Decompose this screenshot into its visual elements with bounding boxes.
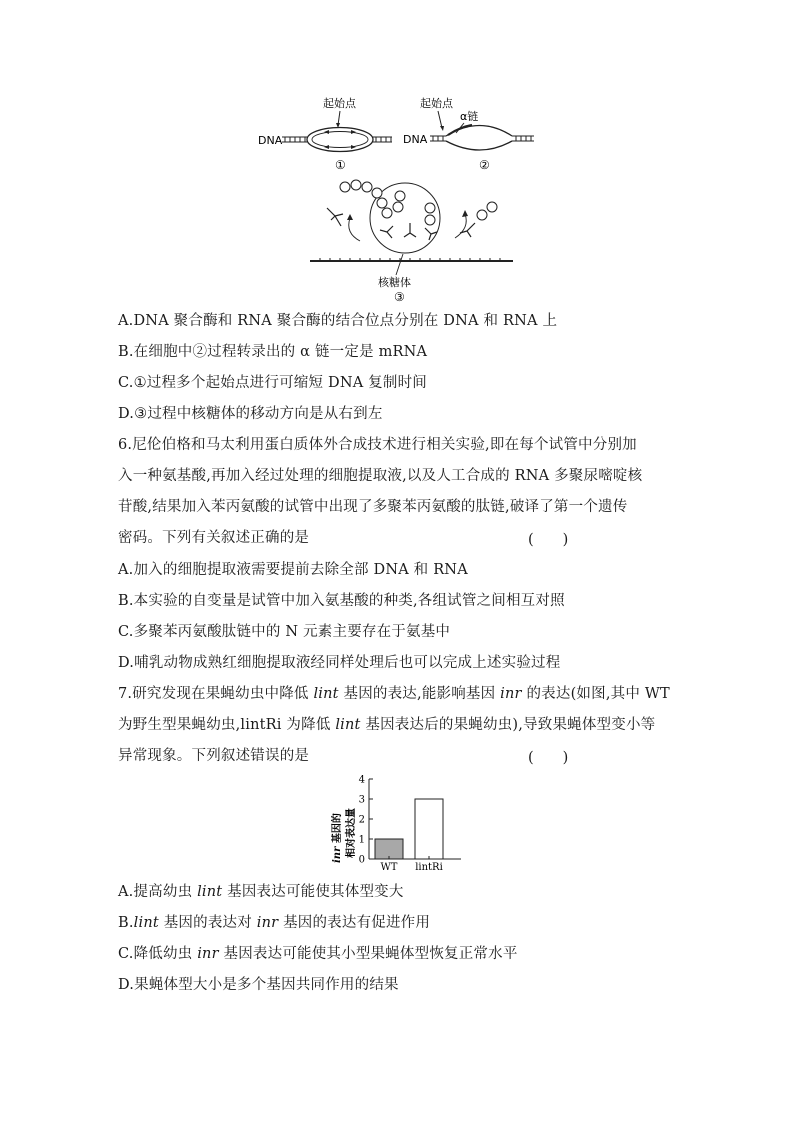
q6-stem-line-3: 苷酸,结果加入苯丙氨酸的试管中出现了多聚苯丙氨酸的肽链,破译了第一个遗传 [118,499,628,515]
q5-option-d: D.③过程中核糖体的移动方向是从右到左 [118,406,383,422]
y-tick-label: 0 [358,854,365,866]
replication-diagram [250,95,400,175]
bar-lintri [415,799,443,859]
origin-label: 起始点 [420,97,453,110]
q7-option-d: D.果蝇体型大小是多个基因共同作用的结果 [118,977,399,993]
q6-option-b: B.本实验的自变量是试管中加入氨基酸的种类,各组试管之间相互对照 [118,593,565,609]
inr-expression-chart [325,773,475,873]
q6-option-d: D.哺乳动物成熟红细胞提取液经同样处理后也可以完成上述实验过程 [118,655,561,671]
q7-stem-line-1: 7.研究发现在果蝇幼虫中降低 lint 基因的表达,能影响基因 inr 的表达(如图,其中 WT [118,686,670,702]
y-axis-label: inr 基因的 [332,813,343,863]
q7-option-a: A.提高幼虫 lint 基因表达可能使其体型变大 [118,884,404,900]
figure-number-2: ② [479,158,490,172]
figure-number-1: ① [335,158,346,172]
q7-option-b: B.lint 基因的表达对 inr 基因的表达有促进作用 [118,915,431,931]
q7-answer-blank: ( ) [528,750,569,766]
y-tick-label: 4 [358,774,365,786]
q7-stem-line-2: 为野生型果蝇幼虫,lintRi 为降低 lint 基因表达后的果蝇幼虫),导致果蝇体型变小等 [118,717,656,733]
y-axis-label-line-2: 相对表达量 [346,808,357,858]
q6-stem-line-1: 6.尼伦伯格和马太利用蛋白质体外合成技术进行相关实验,即在每个试管中分别加 [118,437,637,453]
dna-label: DNA [258,134,283,147]
dna-label: DNA [403,133,428,146]
q7-option-c: C.降低幼虫 inr 基因表达可能使其小型果蝇体型恢复正常水平 [118,946,518,962]
q5-option-c: C.①过程多个起始点进行可缩短 DNA 复制时间 [118,375,427,391]
x-tick-label: lintRi [415,862,443,873]
y-tick-label: 1 [358,834,365,846]
q5-option-a: A.DNA 聚合酶和 RNA 聚合酶的结合位点分别在 DNA 和 RNA 上 [118,313,558,329]
y-tick-label: 2 [358,814,365,826]
q6-stem-line-2: 入一种氨基酸,再加入经过处理的细胞提取液,以及人工合成的 RNA 多聚尿嘧啶核 [118,468,643,484]
q6-option-a: A.加入的细胞提取液需要提前去除全部 DNA 和 RNA [118,562,468,578]
q6-answer-blank: ( ) [528,532,569,548]
y-tick-label: 3 [358,794,365,806]
x-tick-label: WT [380,862,398,873]
transcription-diagram [400,95,540,175]
figure-number-3: ③ [394,290,405,304]
q5-option-b: B.在细胞中②过程转录出的 α 链一定是 mRNA [118,344,428,360]
alpha-chain-label: α链 [460,110,479,123]
q6-option-c: C.多聚苯丙氨酸肽链中的 N 元素主要存在于氨基中 [118,624,451,640]
translation-diagram [305,178,515,306]
q7-stem-line-3: 异常现象。下列叙述错误的是 [118,748,310,764]
ribosome-label: 核糖体 [378,276,411,289]
origin-label: 起始点 [323,97,356,110]
q6-stem-line-4: 密码。下列有关叙述正确的是 [118,530,310,546]
